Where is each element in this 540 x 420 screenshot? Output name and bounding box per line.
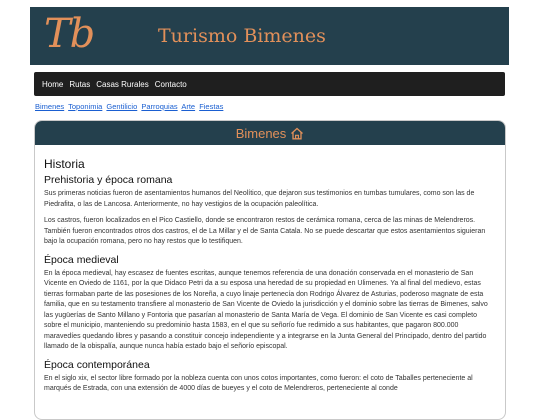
paragraph: Los castros, fueron localizados en el Pico Castiello, donde se encontraron restos de cerámica romana, cerca de las minas de Melendreros. También fueron encontrados otros dos castros, el de La Millar y el de Santa Catala. No se puede descartar que estos asentamientos siguieran bajo la ocupación romana, pero no hay restos que lo testifiquen. [44, 217, 486, 245]
page-heading: Historia [44, 157, 85, 171]
paragraph: Sus primeras noticias fueron de asentamientos humanos del Neolítico, que dejaron sus testimonios en tumbas tumulares, como son las de Piedrafita, o las de Lancosa. Anteriormente, no hay vestigios de la ocupación paleolítica. [44, 190, 475, 208]
content-card [34, 120, 506, 420]
site-logo[interactable]: Tb [44, 11, 95, 57]
card-body [35, 145, 505, 395]
card-header [35, 121, 505, 145]
link-arte[interactable]: Arte [181, 102, 196, 111]
section-title-contemporanea: Época contemporánea [44, 358, 150, 371]
link-parroquias[interactable]: Parroquias [141, 102, 178, 111]
section-title-medieval: Época medieval [44, 253, 119, 266]
link-toponimia[interactable]: Toponimia [68, 102, 103, 111]
link-bimenes[interactable]: Bimenes [35, 102, 65, 111]
nav-item-casas-rurales[interactable]: Casas Rurales [96, 79, 149, 89]
nav-item-contacto[interactable]: Contacto [154, 79, 187, 89]
home-icon[interactable] [290, 127, 304, 140]
link-gentilicio[interactable]: Gentilicio [106, 102, 138, 111]
section-links [35, 102, 225, 111]
nav-item-rutas[interactable]: Rutas [69, 79, 91, 89]
site-header [30, 7, 509, 65]
main-navbar [34, 72, 505, 96]
site-title: Turismo Bimenes [158, 25, 326, 47]
card-title: Bimenes [235, 125, 287, 141]
paragraph: En el siglo xix, el sector libre formado por la nobleza cuenta con unos cotos importantes, como fueron: el coto de Taballes perteneciente al marqués de Estrada, con una extensión de 4000 días de bueyes y el coto de Melendreros, perteneciente al conde [44, 374, 473, 392]
paragraph: En la época medieval, hay escasez de fuentes escritas, aunque tenemos referencia de una donación conservada en el monasterio de San Vicente en Oviedo de 1161, por la que Didaco Petri da a su esposa una heredad de su propiedad en Ulimenes. Ya al final del medievo, estas tierras formaban parte de las posesiones de los Noreña, a cuyo linaje pertenecía don Rodrigo Álvarez de Asturias, poderoso magnate de esta familia, que en su testamento transfiere al monasterio de San Vicente de Oviedo la jurisdicción y el dominio sobre las tierras de Bimenes, salvo las yugüerías de Santo Millano y Fontoria que pasarían al monasterio de Santa María de Vega. El dominio de San Vicente es casi completo sobre el municipio, manteniendo su predominio hasta 1583, en el que su señorío fue redimido a sus habitantes, que pagaron 800.000 maravedíes quedando libres y pasando a constituir concejo independiente y a integrarse en la Junta General del Principado, dentro del partido llamado de la obispalía, aunque nunca había estado bajo el señorío episcopal. [44, 269, 488, 350]
nav-item-home[interactable]: Home [42, 79, 64, 89]
link-fiestas[interactable]: Fiestas [199, 102, 224, 111]
section-title-prehistoria: Prehistoria y época romana [44, 174, 173, 186]
